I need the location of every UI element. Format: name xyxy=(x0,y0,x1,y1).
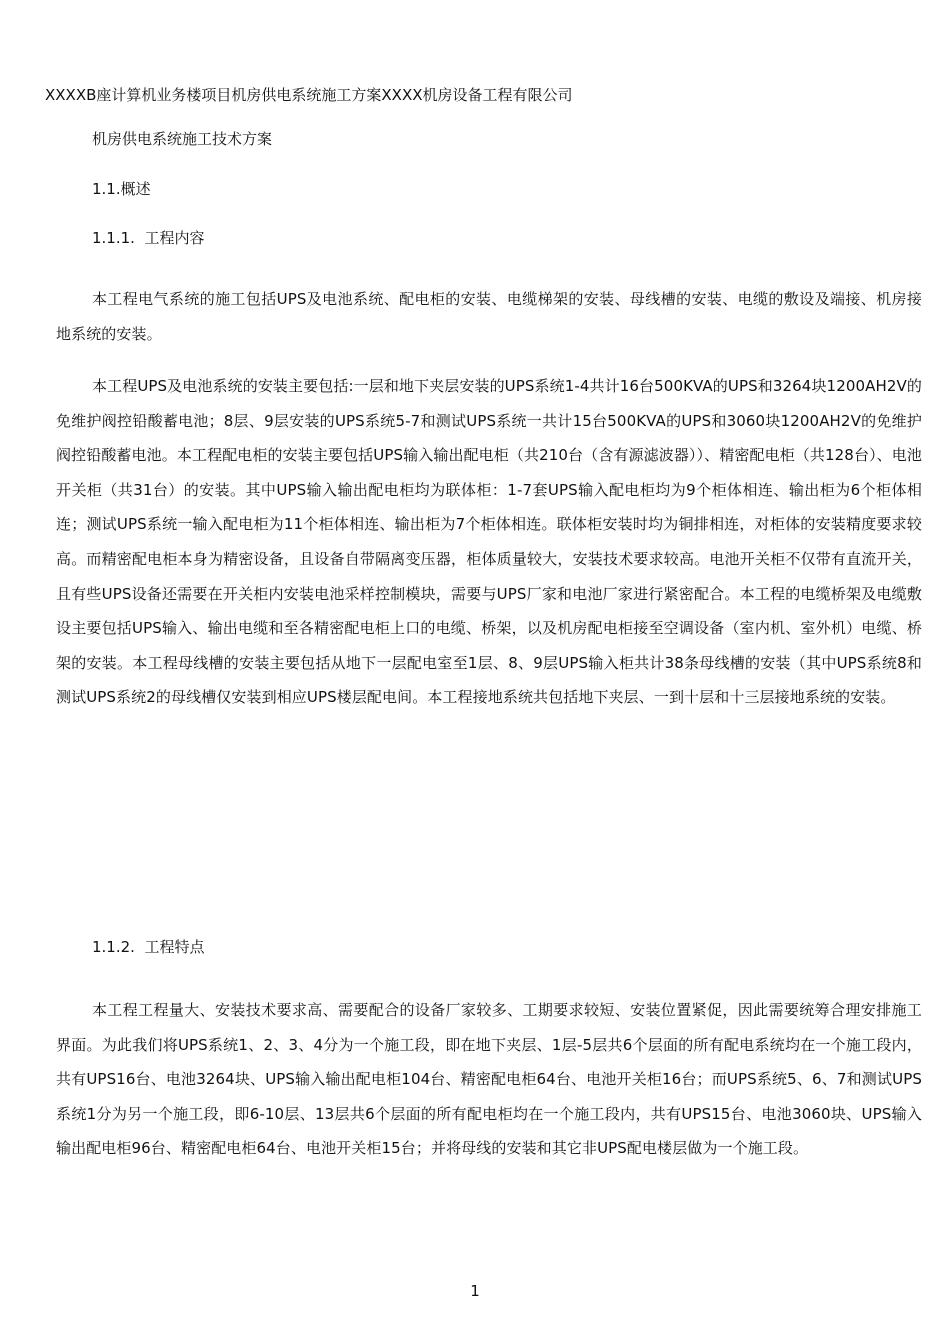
paragraph-installation-details: 本工程UPS及电池系统的安装主要包括:一层和地下夹层安装的UPS系统1-4共计16台500KVA的UPS和3264块1200AH2V的免维护阀控铅酸蓄电池；8层、9层安装的UPS系统5-7和测试UPS系统一共计15台500KVA的UPS和3060块1200AH2V的免维护阀控铅酸蓄电池。本工程配电柜的安装主要包括UPS输入输出配电柜（共210台（含有源滤波器））、精密配电柜（共128台）、电池开关柜（共31台）的安装。其中UPS输入输出配电柜均为联体柜：1-7套UPS输入配电柜均为9个柜体相连、输出柜为6个柜体相连；测试UPS系统一输入配电柜为11个柜体相连、输出柜为7个柜体相连。联体柜安装时均为铜排相连，对柜体的安装精度要求较高。而精密配电柜本身为精密设备，且设备自带隔离变压器，柜体质量较大，安装技术要求较高。电池开关柜不仅带有直流开关，且有些UPS设备还需要在开关柜内安装电池采样控制模块，需要与UPS厂家和电池厂家进行紧密配合。本工程的电缆桥架及电缆敷设主要包括UPS输入、输出电缆和至各精密配电柜上口的电缆、桥架，以及机房配电柜接至空调设备（室内机、室外机）电缆、桥架的安装。本工程母线槽的安装主要包括从地下一层配电室至1层、8、9层UPS输入柜共计38条母线槽的安装（其中UPS系统8和测试UPS系统2的母线槽仅安装到相应UPS楼层配电间。本工程接地系统共包括地下夹层、一到十层和十三层接地系统的安装。 xyxy=(56,377,922,707)
document-title: 机房供电系统施工技术方案 xyxy=(92,130,273,148)
paragraph-scope: 本工程电气系统的施工包括UPS及电池系统、配电柜的安装、电缆梯架的安装、母线槽的安装、电缆的敷设及端接、机房接地系统的安装。 xyxy=(56,290,922,343)
paragraph-features: 本工程工程量大、安装技术要求高、需要配合的设备厂家较多、工期要求较短、安装位置紧促，因此需要统筹合理安排施工界面。为此我们将UPS系统1、2、3、4分为一个施工段，即在地下夹层、1层-5层共6个层面的所有配电系统均在一个施工段内，共有UPS16台、电池3264块、UPS输入输出配电柜104台、精密配电柜64台、电池开关柜16台；而UPS系统5、6、7和测试UPS系统1分为另一个施工段，即6-10层、13层共6个层面的所有配电柜均在一个施工段内，共有UPS15台、电池3060块、UPS输入输出配电柜96台、精密配电柜64台、电池开关柜15台；并将母线的安装和其它非UPS配电楼层做为一个施工段。 xyxy=(56,1001,922,1158)
section-heading-project-content: 1.1.1. 工程内容 xyxy=(92,229,205,247)
section-heading-overview: 1.1.概述 xyxy=(92,180,151,198)
page-number: 1 xyxy=(470,1282,480,1300)
page-header: XXXXB座计算机业务楼项目机房供电系统施工方案XXXX机房设备工程有限公司 xyxy=(45,86,573,104)
section-heading-project-features: 1.1.2. 工程特点 xyxy=(92,938,205,956)
